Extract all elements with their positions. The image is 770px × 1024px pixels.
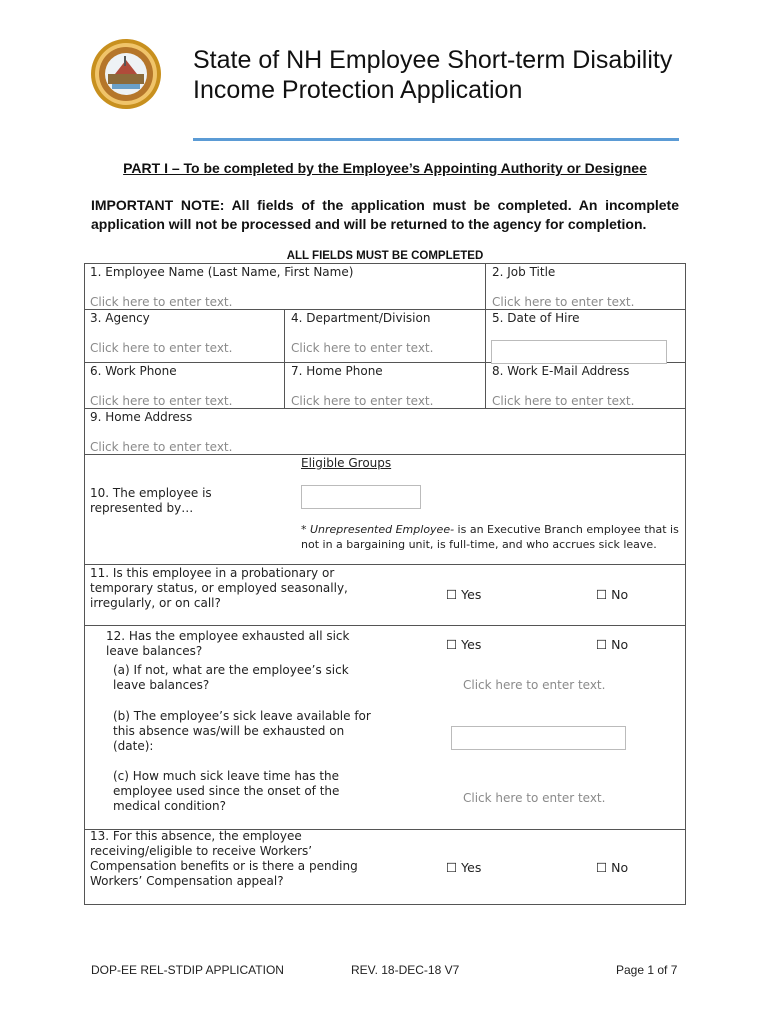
footer-form-id: DOP-EE REL-STDIP APPLICATION <box>91 963 284 977</box>
unrepresented-definition: is an Executive Branch employee that is not in a bargaining unit, is full-time, and who accrues sick leave. <box>301 523 679 551</box>
q11-label: 11. Is this employee in a probationary or temporary status, or employed seasonally, irregularly, or on call? <box>90 566 348 610</box>
work-email-field[interactable]: Click here to enter text. <box>492 394 635 408</box>
job-title-field[interactable]: Click here to enter text. <box>492 295 635 309</box>
eligible-group-select[interactable] <box>301 485 421 509</box>
col-divider <box>485 263 486 408</box>
q13-label: 13. For this absence, the employee receiving/eligible to receive Workers’ Compensation benefits or is there a pending Workers’ Compensation appeal? <box>90 829 358 888</box>
home-address-field[interactable]: Click here to enter text. <box>90 440 233 454</box>
home-address-label: 9. Home Address <box>90 410 193 424</box>
job-title-label: 2. Job Title <box>492 265 556 279</box>
footer-revision: REV. 18-DEC-18 V7 <box>351 963 460 977</box>
unrepresented-term: * Unrepresented Employee- <box>301 523 455 536</box>
q11-yes-checkbox[interactable]: ☐ Yes <box>446 587 482 602</box>
frame-bottom <box>84 904 686 905</box>
frame-top <box>84 263 686 264</box>
frame-right <box>685 263 686 905</box>
eligible-groups-heading: Eligible Groups <box>301 456 392 470</box>
q12-label: 12. Has the employee exhausted all sick leave balances? <box>106 629 350 658</box>
frame-left <box>84 263 85 905</box>
footer-page-number: Page 1 of 7 <box>616 963 678 977</box>
q12-no-checkbox[interactable]: ☐ No <box>596 637 629 652</box>
page-title: State of NH Employee Short-term Disability Income Protection Application <box>193 46 673 104</box>
represented-by-label: 10. The employee is represented by… <box>90 486 212 515</box>
important-note: IMPORTANT NOTE: All fields of the application must be completed. An incomplete application will not be processed and will be returned to the agency for completion. <box>91 197 679 232</box>
home-phone-field[interactable]: Click here to enter text. <box>291 394 434 408</box>
q12c-label: (c) How much sick leave time has the employee used since the onset of the medical condition? <box>113 769 340 813</box>
date-of-hire-field[interactable] <box>491 340 667 364</box>
title-underline <box>193 138 679 141</box>
q13-yes-checkbox[interactable]: ☐ Yes <box>446 860 482 875</box>
row-divider <box>84 564 686 565</box>
q12-yes-checkbox[interactable]: ☐ Yes <box>446 637 482 652</box>
agency-label: 3. Agency <box>90 311 150 325</box>
agency-field[interactable]: Click here to enter text. <box>90 341 233 355</box>
employee-name-field[interactable]: Click here to enter text. <box>90 295 233 309</box>
work-phone-label: 6. Work Phone <box>90 364 177 378</box>
q12b-date-field[interactable] <box>451 726 626 750</box>
row-divider <box>84 408 686 409</box>
col-divider <box>284 309 285 408</box>
q12c-field[interactable]: Click here to enter text. <box>463 791 606 805</box>
row-divider <box>84 625 686 626</box>
department-field[interactable]: Click here to enter text. <box>291 341 434 355</box>
date-of-hire-label: 5. Date of Hire <box>492 311 580 325</box>
state-seal-icon <box>90 38 162 110</box>
row-divider <box>84 309 686 310</box>
q12a-label: (a) If not, what are the employee’s sick leave balances? <box>113 663 349 692</box>
work-email-label: 8. Work E-Mail Address <box>492 364 630 378</box>
work-phone-field[interactable]: Click here to enter text. <box>90 394 233 408</box>
department-label: 4. Department/Division <box>291 311 431 325</box>
unrepresented-note <box>301 523 679 552</box>
q12b-label: (b) The employee’s sick leave available for this absence was/will be exhausted on (date): <box>113 709 371 753</box>
part-heading: PART I – To be completed by the Employee’s Appointing Authority or Designee <box>123 160 647 176</box>
q12a-field[interactable]: Click here to enter text. <box>463 678 606 692</box>
q13-no-checkbox[interactable]: ☐ No <box>596 860 629 875</box>
q11-no-checkbox[interactable]: ☐ No <box>596 587 629 602</box>
home-phone-label: 7. Home Phone <box>291 364 383 378</box>
row-divider <box>84 454 686 455</box>
application-form <box>84 263 686 905</box>
all-fields-label: ALL FIELDS MUST BE COMPLETED <box>286 250 484 262</box>
employee-name-label: 1. Employee Name (Last Name, First Name) <box>90 265 354 279</box>
